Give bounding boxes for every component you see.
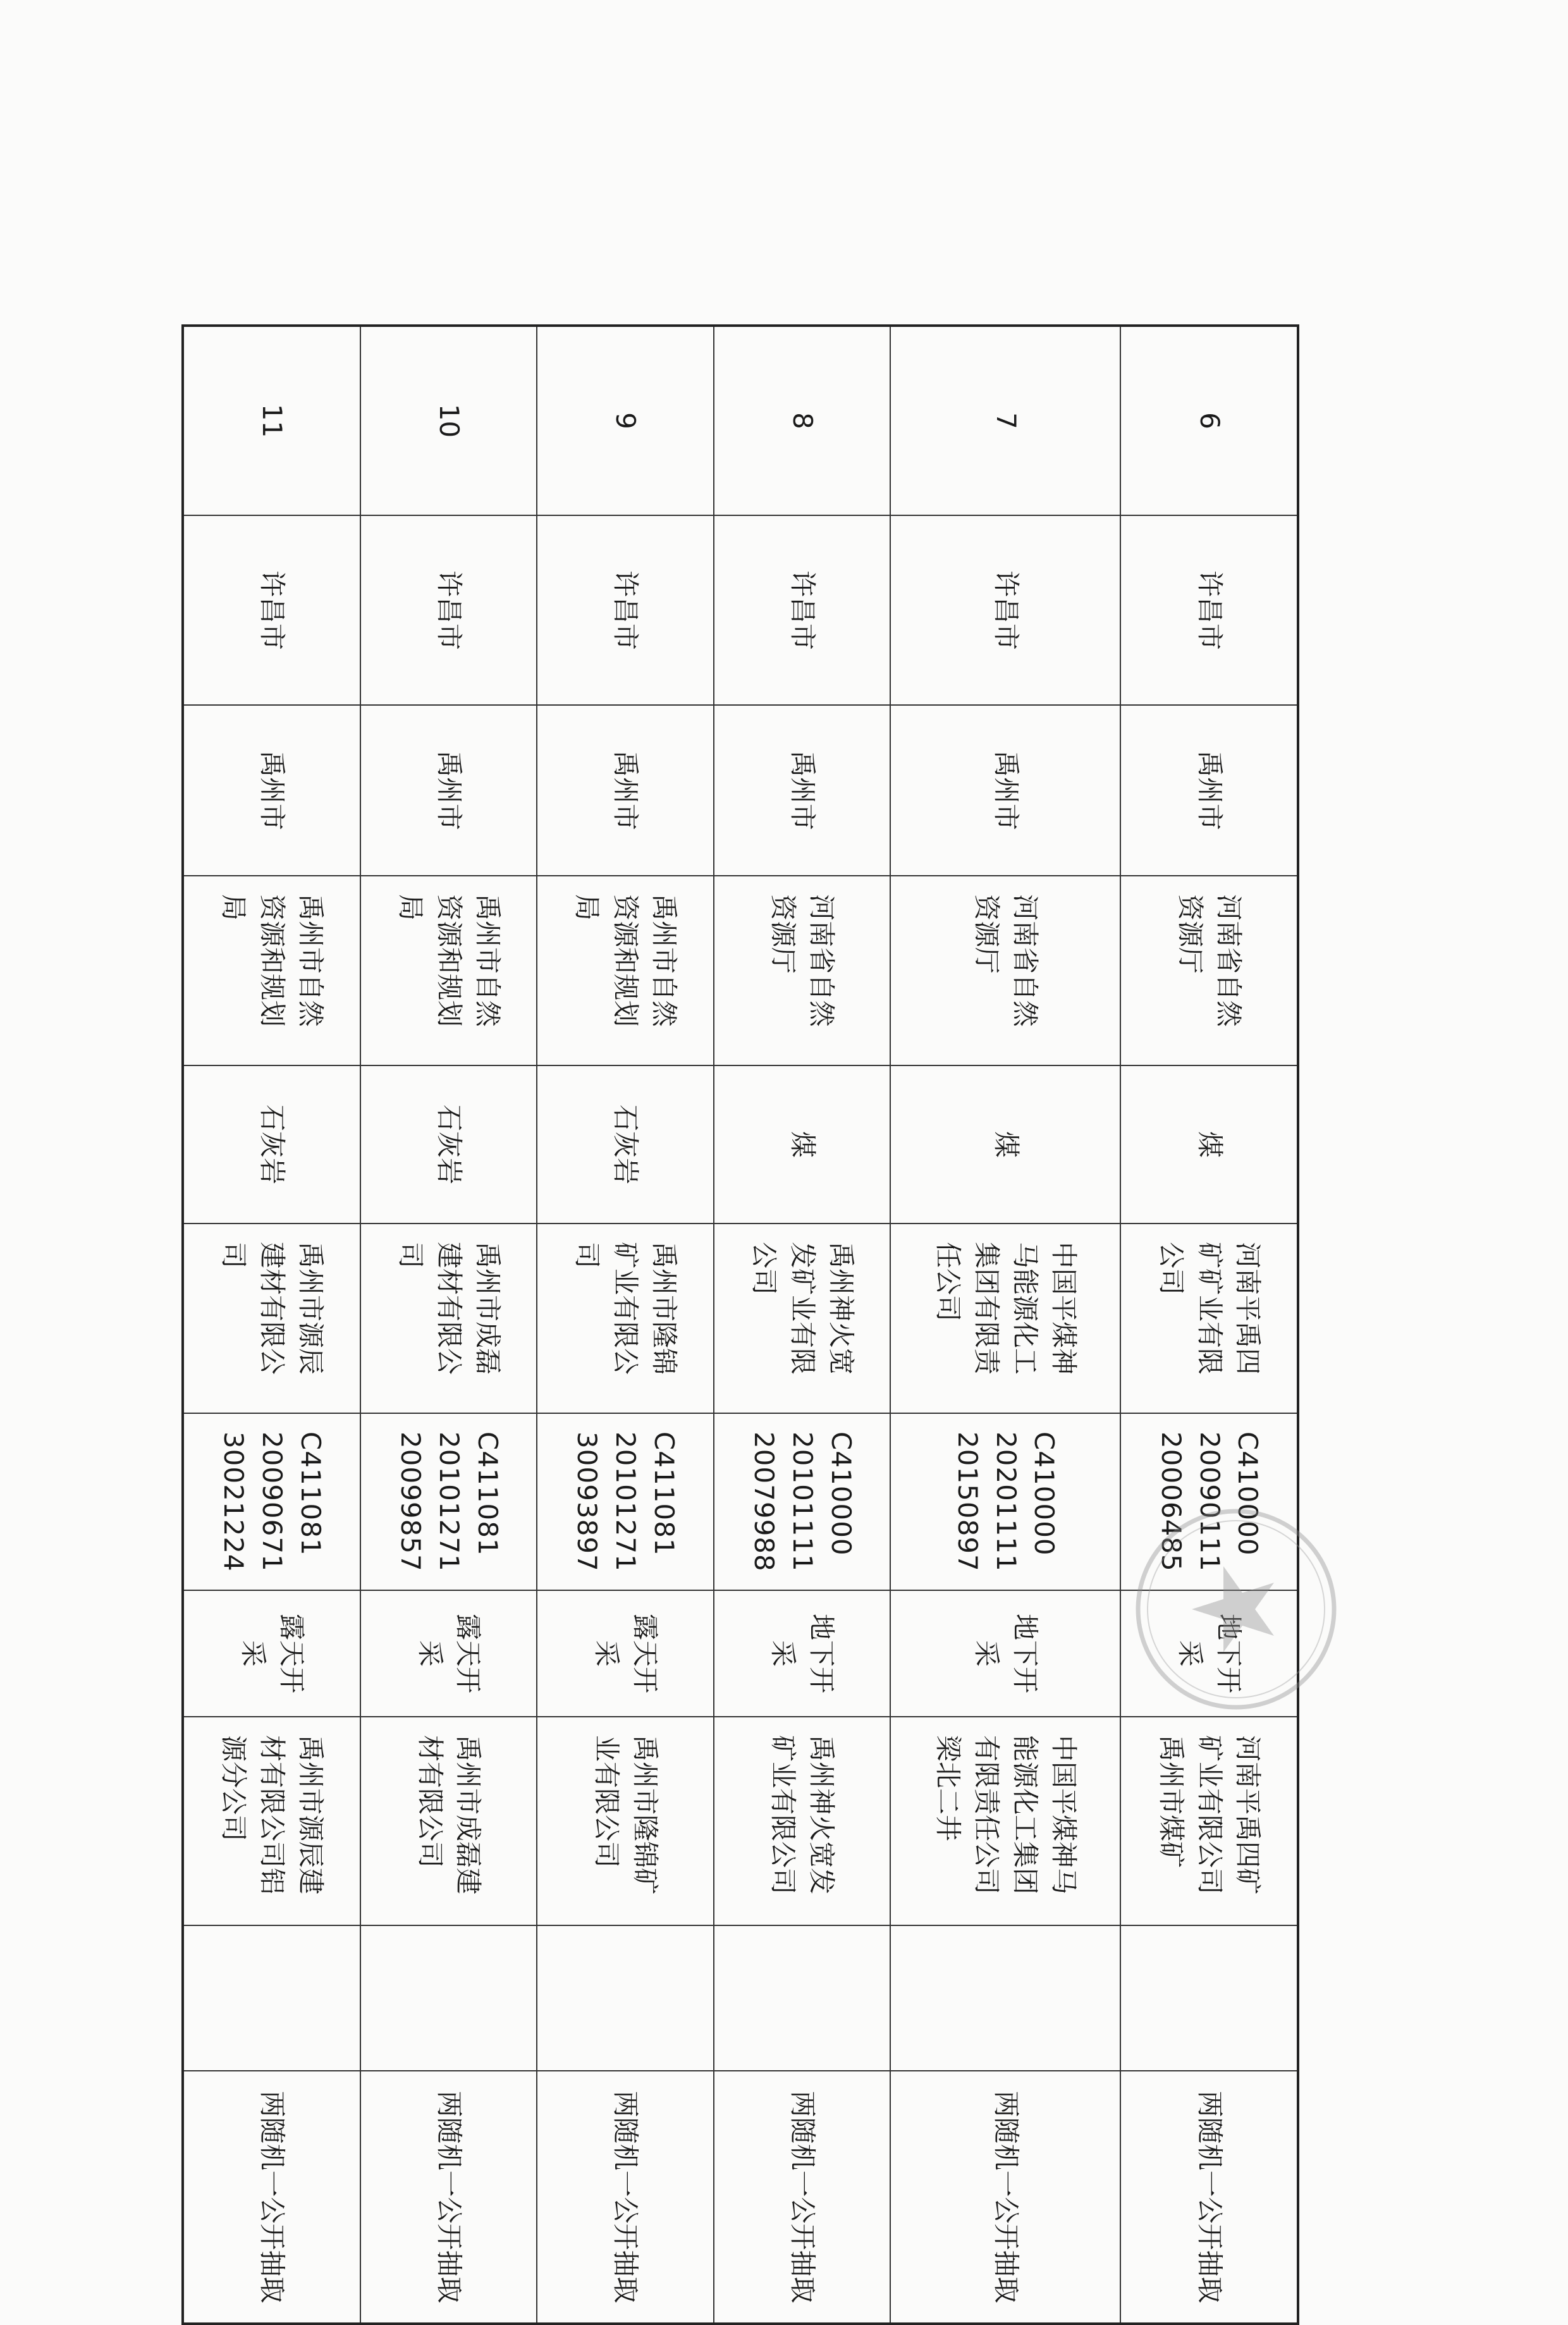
cell-license-owner: 禹州市成磊建材有限公司 <box>360 1224 537 1413</box>
official-seal <box>1132 1505 1340 1714</box>
table-row <box>714 326 890 2324</box>
cell-mine-name: 禹州市成磊建材有限公司 <box>360 1717 537 1925</box>
cell-city: 许昌市 <box>1120 515 1298 705</box>
cell-license-owner: 中国平煤神马能源化工集团有限责任公司 <box>890 1224 1120 1413</box>
cell-mine-name: 中国平煤神马能源化工集团有限责任公司梁北二井 <box>890 1717 1120 1925</box>
mine-inspection-table <box>181 324 1299 2325</box>
cell-county: 禹州市 <box>714 705 890 876</box>
cell-mineral: 石灰岩 <box>183 1065 360 1224</box>
cell-city: 许昌市 <box>537 515 713 705</box>
cell-license-number: C4110812009067130021224 <box>183 1413 360 1590</box>
cell-authority: 河南省自然资源厅 <box>714 876 890 1065</box>
cell-inspection-method: 两随机一公开抽取 <box>360 2071 537 2324</box>
cell-mining-method: 地下开采 <box>1120 1590 1298 1717</box>
cell-note <box>890 1925 1120 2071</box>
table-row <box>537 326 713 2324</box>
table-row <box>183 326 360 2324</box>
cell-number: 7 <box>890 326 1120 515</box>
cell-license-owner: 禹州神火宽发矿业有限公司 <box>714 1224 890 1413</box>
cell-authority: 禹州市自然资源和规划局 <box>360 876 537 1065</box>
cell-license-owner: 河南平禹四矿矿业有限公司 <box>1120 1224 1298 1413</box>
cell-note <box>360 1925 537 2071</box>
cell-number: 10 <box>360 326 537 515</box>
rotated-table-container <box>181 324 1299 2304</box>
cell-mining-method: 地下开采 <box>714 1590 890 1717</box>
cell-mineral: 煤 <box>890 1065 1120 1224</box>
cell-mineral: 石灰岩 <box>360 1065 537 1224</box>
cell-number: 6 <box>1120 326 1298 515</box>
table-body <box>183 326 1298 2324</box>
cell-city: 许昌市 <box>360 515 537 705</box>
cell-county: 禹州市 <box>537 705 713 876</box>
star-icon <box>1192 1566 1274 1652</box>
cell-city: 许昌市 <box>714 515 890 705</box>
cell-note <box>714 1925 890 2071</box>
cell-number: 11 <box>183 326 360 515</box>
cell-mining-method: 露天开采 <box>183 1590 360 1717</box>
cell-authority: 禹州市自然资源和规划局 <box>183 876 360 1065</box>
cell-mineral: 煤 <box>1120 1065 1298 1224</box>
cell-county: 禹州市 <box>360 705 537 876</box>
cell-county: 禹州市 <box>183 705 360 876</box>
cell-inspection-method: 两随机一公开抽取 <box>890 2071 1120 2324</box>
cell-city: 许昌市 <box>183 515 360 705</box>
cell-note <box>183 1925 360 2071</box>
cell-note <box>537 1925 713 2071</box>
cell-mine-name: 禹州神火宽发矿业有限公司 <box>714 1717 890 1925</box>
cell-license-owner: 禹州市源辰建材有限公司 <box>183 1224 360 1413</box>
cell-authority: 河南省自然资源厅 <box>1120 876 1298 1065</box>
cell-license-number: C4100002009011120006485 <box>1120 1413 1298 1590</box>
cell-license-number: C4100002010111120079988 <box>714 1413 890 1590</box>
cell-note <box>1120 1925 1298 2071</box>
cell-license-number: C4110812010127120099857 <box>360 1413 537 1590</box>
cell-number: 9 <box>537 326 713 515</box>
cell-mining-method: 露天开采 <box>360 1590 537 1717</box>
cell-mineral: 煤 <box>714 1065 890 1224</box>
cell-authority: 禹州市自然资源和规划局 <box>537 876 713 1065</box>
cell-mine-name: 禹州市源辰建材有限公司铝源分公司 <box>183 1717 360 1925</box>
cell-county: 禹州市 <box>890 705 1120 876</box>
cell-county: 禹州市 <box>1120 705 1298 876</box>
cell-inspection-method: 两随机一公开抽取 <box>714 2071 890 2324</box>
cell-inspection-method: 两随机一公开抽取 <box>183 2071 360 2324</box>
cell-mining-method: 地下开采 <box>890 1590 1120 1717</box>
table-row <box>360 326 537 2324</box>
cell-license-owner: 禹州市隆锦矿业有限公司 <box>537 1224 713 1413</box>
cell-inspection-method: 两随机一公开抽取 <box>1120 2071 1298 2324</box>
cell-mineral: 石灰岩 <box>537 1065 713 1224</box>
cell-city: 许昌市 <box>890 515 1120 705</box>
cell-number: 8 <box>714 326 890 515</box>
table-row <box>1120 326 1298 2324</box>
cell-authority: 河南省自然资源厅 <box>890 876 1120 1065</box>
cell-license-number: C4110812010127130093897 <box>537 1413 713 1590</box>
cell-mine-name: 河南平禹四矿矿业有限公司禹州市煤矿 <box>1120 1717 1298 1925</box>
document-table-area <box>181 324 1299 2304</box>
cell-mining-method: 露天开采 <box>537 1590 713 1717</box>
cell-license-number: C4100002020111120150897 <box>890 1413 1120 1590</box>
cell-inspection-method: 两随机一公开抽取 <box>537 2071 713 2324</box>
cell-mine-name: 禹州市隆锦矿业有限公司 <box>537 1717 713 1925</box>
table-row <box>890 326 1120 2324</box>
